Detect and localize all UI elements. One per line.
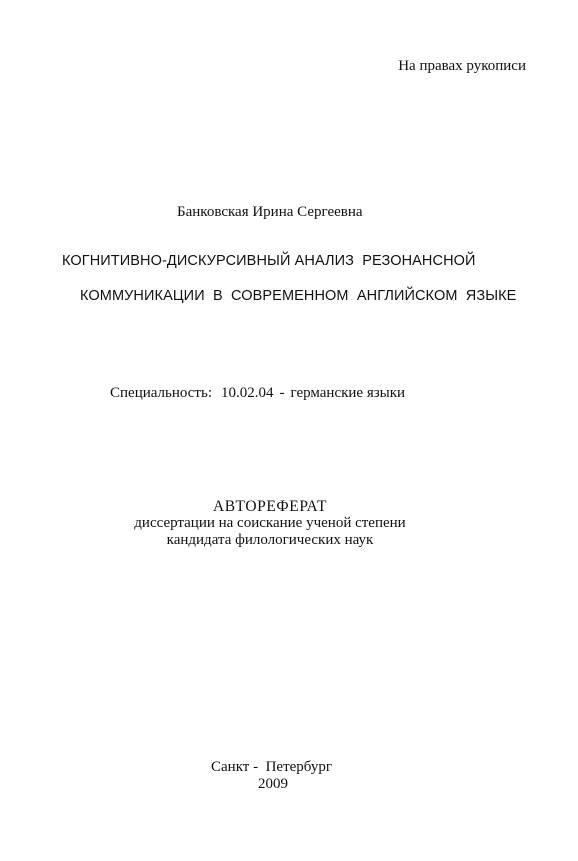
city: Санкт - Петербург bbox=[211, 759, 332, 775]
specialty-code: 10.02.04 bbox=[220, 385, 274, 401]
abstract-subtitle-line-2: кандидата филологических наук bbox=[166, 532, 374, 548]
author-name: Банковская Ирина Сергеевна bbox=[177, 204, 363, 220]
dissertation-title-line-1: КОГНИТИВНО-ДИСКУРСИВНЫЙ АНАЛИЗ РЕЗОНАНСНОЙ bbox=[62, 253, 476, 269]
abstract-subtitle-line-1: диссертации на соискание ученой степени bbox=[134, 515, 406, 531]
year: 2009 bbox=[258, 776, 288, 792]
abstract-title: АВТОРЕФЕРАТ bbox=[212, 498, 328, 515]
specialty-line bbox=[110, 384, 405, 402]
specialty-label: Специальность: bbox=[110, 385, 212, 401]
dissertation-title-line-2: КОММУНИКАЦИИ В СОВРЕМЕННОМ АНГЛИЙСКОМ ЯЗЫКЕ bbox=[80, 288, 517, 304]
specialty-name: германские языки bbox=[290, 385, 406, 401]
rights-note: На правах рукописи bbox=[398, 58, 526, 74]
specialty-dash: - bbox=[279, 385, 285, 401]
